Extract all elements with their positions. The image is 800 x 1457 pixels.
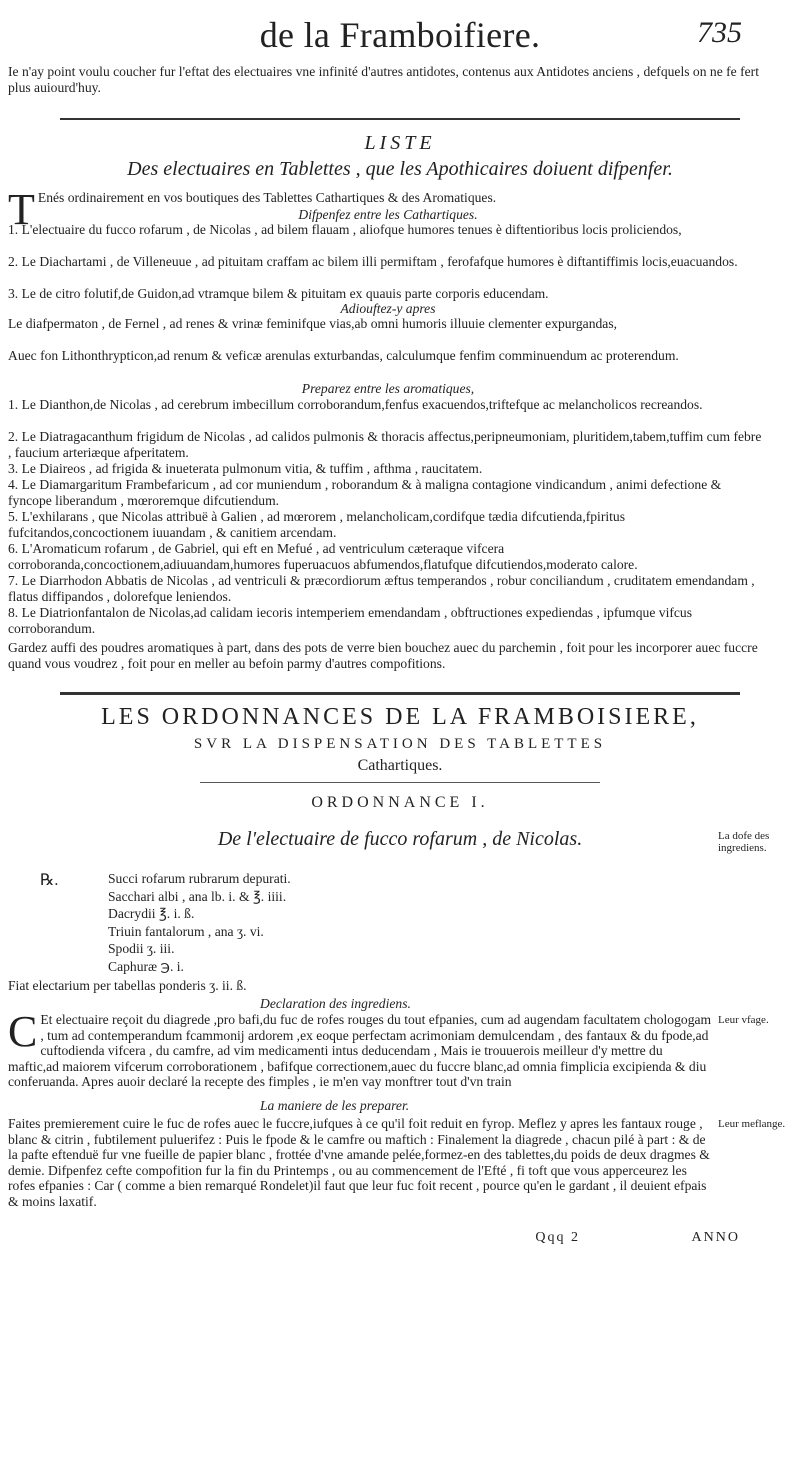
recipe-symbol: ℞. — [40, 872, 59, 889]
aromatic-item: 6. L'Aromaticum rofarum , de Gabriel, qui eft en Mefué , ad ventriculum cæteraque vifcera corroboranda,concoctionem,adiuuandam,humores fuperuacuos abfumendos,flatufque difcutiendos,moderato calore. — [8, 541, 638, 572]
ordonnances-title: LES ORDONNANCES DE LA FRAMBOISIERE, — [101, 704, 699, 730]
section-aromatiques: Preparez entre les aromatiques, — [301, 381, 475, 396]
intro-paragraph: Ie n'ay point voulu coucher fur l'eftat des electuaires vne infinité d'autres antidotes, contenus aux Antidotes anciens , defquels on ne fe fert plus auiourd'huy. — [8, 64, 759, 95]
section-adjoin: Adiouftez-y apres — [340, 301, 436, 316]
cathartic-item: 1. L'electuaire du fucco rofarum , de Nicolas , ad bilem flauam , aliofque humores tenues è diftentioribus locis proliciendos, — [8, 222, 682, 237]
aromatic-item: 3. Le Diaireos , ad frigida & inueterata pulmonum vitia, & tuffim , afthma , raucitatem. — [8, 461, 483, 476]
divider-rule — [60, 692, 740, 695]
closing-paragraph: Gardez auffi des poudres aromatiques à part, dans des pots de verre bien bouchez auec du parchemin , foit pour les incorporer auec fuccre quand vous voudrez , foit pour en meller au befoin parmy d'autres compofitions. — [8, 640, 758, 671]
liste-heading: LISTE — [364, 132, 436, 154]
margin-note-usage: Leur vfage. — [718, 1014, 769, 1026]
adjoin-item: Auec fon Lithonthrypticon,ad renum & veficæ arenulas exturbandas, calculumque fenfim comminuendum ac proterendum. — [8, 348, 679, 363]
recipe-line: Succi rofarum rubrarum depurati. — [108, 871, 291, 886]
declaration-paragraph — [8, 1007, 713, 1090]
drop-cap: C — [8, 1007, 38, 1056]
fiat-line: Fiat electarium per tabellas ponderis ʒ. ii. ß. — [8, 978, 247, 993]
liste-subtitle: Des electuaires en Tablettes , que les Apothicaires doiuent difpenfer. — [127, 158, 673, 180]
cathartic-item: 2. Le Diachartami , de Villeneuue , ad pituitam craffam ac bilem illi permiftam , ferofafque humores è diftantiffimis locis,euacuandos. — [8, 254, 738, 269]
signature-mark: Qqq 2 — [535, 1230, 580, 1245]
aromatic-item: 4. Le Diamargaritum Frambefaricum , ad cor muniendum , roborandum & à maligna contagione vindicandum , animi defectione & fyncope liberandum , mœroremque difcutiendum. — [8, 477, 722, 508]
margin-note-melange: Leur meflange. — [718, 1118, 786, 1130]
section-cathartiques: Difpenfez entre les Cathartiques. — [298, 207, 478, 222]
margin-note-dose: La dofe des ingrediens. — [718, 830, 770, 854]
declaration-text: Et electuaire reçoit du diagrede ,pro bafi,du fuc de rofes rouges du tout efpanies, cum ad augendam facultatem chologogam , tum ad contemperandum fcammonij ardorem ,ex eoque perfectam acrimoniam demulcendam , des fantaux & du fpode,ad cuftodienda vifcera , du camfre, ad vim medicamenti intus deducendam , Mais ie trouuerois meilleur d'y mettre du maftic,ad maiorem vifcerum corroborationem , bafifque correctionem,auec du fuccre blanc,ad omnia fimplicia excipienda & diu conferuanda. Apres auoir declaré la recepte des fimples , ie m'en vay monftrer tout d'vn train — [8, 1012, 712, 1090]
page-number: 735 — [697, 16, 742, 49]
aromatic-item: 5. L'exhilarans , que Nicolas attribuë à Galien , ad mœrorem , melancholicam,cordifque tædia difcutienda,fpiritus fufcitandos,concoctionem iuuandam , & canitiem arcendam. — [8, 509, 625, 540]
divider-rule — [200, 782, 600, 783]
ordonnances-subtitle-2: Cathartiques. — [357, 757, 443, 774]
divider-rule — [60, 118, 740, 120]
ordonnances-subtitle: SVR LA DISPENSATION DES TABLETTES — [193, 736, 607, 752]
drop-cap: T — [8, 185, 35, 234]
aromatic-item: 7. Le Diarrhodon Abbatis de Nicolas , ad ventriculi & præcordiorum æftus temperandos , robur conciliandum , cruditatem emendandam , flatus diffipandos , dolorefque leniendos. — [8, 573, 755, 604]
recipe-line: Spodii ʒ. iii. — [108, 941, 175, 956]
catchword: ANNO — [691, 1230, 740, 1245]
ordonnance-label: ORDONNANCE I. — [311, 794, 489, 811]
running-head: de la Framboifiere. — [259, 15, 541, 55]
recipe-line: Sacchari albi , ana lb. i. & ℥. iiii. — [108, 888, 287, 904]
maniere-paragraph: Faites premierement cuire le fuc de rofes auec le fuccre,iufques à ce qu'il foit reduit en fyrop. Meflez y apres les fantaux rouge , blanc & citrin , fubtilement puluerifez : Puis le fpode & le camfre ou maftich : Finalement la diagrede , chacun pilé à part : & de la pafte eftenduë fur vne fueille de papier blanc , frottée d'vne amande pelée,formez-en des tablettes,du poids de deux dragmes & demie. Difpenfez cefte compofition fur la fin du Printemps , ou au commencement de l'Efté , fi toft que vous apperceurez les rofes efpanies : Car ( comme a bien remarqué Rondelet)il faut que leur fuc foit recent , pource qu'en le gardant , il deuient efpais & moins laxatif. — [8, 1116, 710, 1209]
recipe-line: Triuin fantalorum , ana ʒ. vi. — [108, 923, 264, 939]
declaration-title: Declaration des ingrediens. — [260, 996, 411, 1011]
recipe-line: Caphuræ ℈. i. — [108, 958, 184, 974]
recipe-list — [108, 870, 508, 975]
aromatic-item: 1. Le Dianthon,de Nicolas , ad cerebrum imbecillum corroborandum,fenfus exacuendos,triftefque ac melancholicos recreandos. — [8, 397, 703, 412]
opening-text: Enés ordinairement en vos boutiques des Tablettes Cathartiques & des Aromatiques. — [37, 190, 497, 205]
maniere-title: La maniere de les preparer. — [260, 1098, 410, 1113]
cathartic-item: 3. Le de citro folutif,de Guidon,ad vtramque bilem & pituitam ex quauis parte corporis educendam. — [8, 286, 549, 301]
page-header — [0, 6, 800, 64]
adjoin-item: Le diafpermaton , de Fernel , ad renes & vrinæ feminifque vias,ab omni humoris illuuie clementer expurgandas, — [8, 316, 618, 331]
ordonnance-title: De l'electuaire de fucco rofarum , de Nicolas. — [217, 828, 583, 850]
aromatic-item: 8. Le Diatrionfantalon de Nicolas,ad calidam iecoris intemperiem emendandam , obftructiones expediendas , ipfumque vifcus corroborandum. — [8, 605, 692, 636]
aromatic-item: 2. Le Diatragacanthum frigidum de Nicolas , ad calidos pulmonis & thoracis affectus,peripneumoniam, pluritidem,tabem,tuffim cum febre , faucium arteriæque afperitatem. — [8, 429, 762, 460]
recipe-line: Dacrydii ℥. i. ß. — [108, 906, 195, 921]
